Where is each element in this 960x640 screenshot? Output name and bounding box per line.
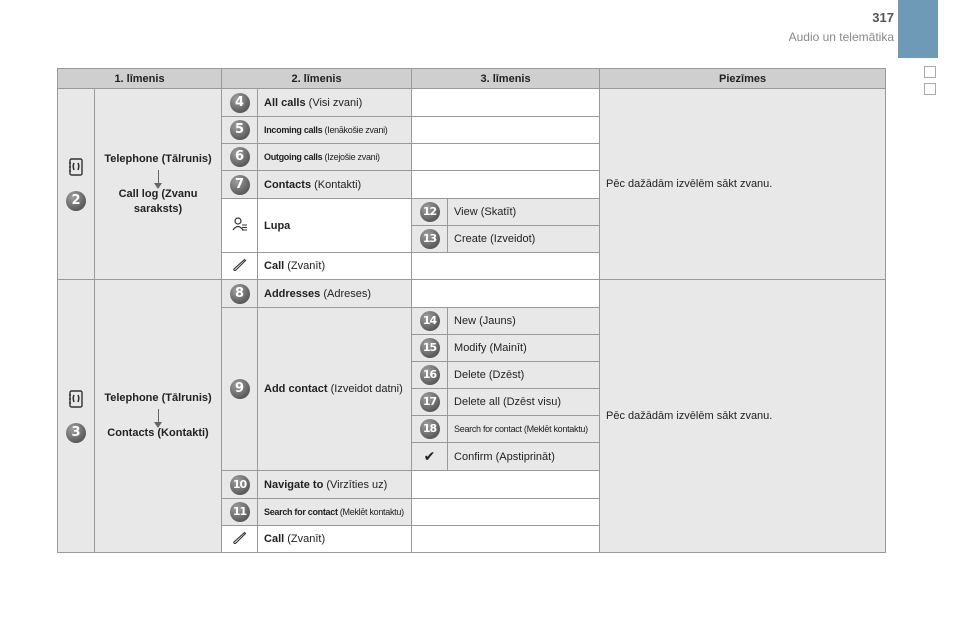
handset-icon: [233, 258, 247, 272]
level2-label-translation: (Ienākošie zvani): [322, 125, 388, 135]
arrow-down-icon: [158, 409, 159, 423]
level3-cell: Create (Izveidot): [448, 226, 600, 253]
block-a-note: Pēc dažādām izvēlēm sākt zvanu.: [600, 89, 886, 280]
level2-cell: [258, 117, 412, 144]
level1-label: Telephone (Tālrunis): [104, 392, 212, 404]
level2-label-translation: (Virzīties uz): [323, 478, 388, 491]
icon-cell: [222, 253, 258, 280]
header-level-3: 3. līmenis: [412, 69, 600, 89]
level2-cell: [258, 199, 412, 253]
step-badge: 4: [230, 93, 250, 113]
badge-cell: [412, 416, 448, 443]
level2-label: Incoming calls: [264, 125, 323, 135]
badge-cell: [222, 89, 258, 117]
empty-cell: [412, 171, 600, 199]
level2-label: Call: [264, 533, 285, 545]
badge-cell: [412, 199, 448, 226]
level2-label: Search for contact: [264, 507, 338, 517]
badge-cell: [412, 226, 448, 253]
badge-cell: [412, 362, 448, 389]
badge-cell: [222, 280, 258, 308]
step-badge: 11: [230, 502, 250, 522]
step-badge: 10: [230, 475, 250, 495]
level2-label: Call: [264, 260, 285, 272]
block-b-level1: [95, 280, 222, 553]
level2-label-translation: (Meklēt kontaktu): [337, 507, 404, 517]
badge-cell: [412, 389, 448, 416]
level2-cell: [258, 171, 412, 199]
level2-label-translation: (Visi zvani): [305, 96, 363, 109]
level2-cell: [258, 471, 412, 499]
step-badge: 13: [420, 229, 440, 249]
step-badge: 7: [230, 175, 250, 195]
table-row: [58, 89, 886, 117]
block-a-level1: [95, 89, 222, 280]
header-level-1: 1. līmenis: [58, 69, 222, 89]
badge-cell: [222, 308, 258, 471]
badge-cell: [412, 308, 448, 335]
table-header-row: [58, 69, 886, 89]
level2-cell: [258, 499, 412, 526]
arrow-down-icon: [158, 170, 159, 184]
table-row: [58, 280, 886, 308]
level3-cell: View (Skatīt): [448, 199, 600, 226]
empty-cell: [412, 471, 600, 499]
empty-cell: [412, 280, 600, 308]
icon-cell: [412, 443, 448, 471]
level3-cell: Modify (Mainīt): [448, 335, 600, 362]
empty-cell: [412, 144, 600, 171]
phone-book-icon: [67, 389, 85, 409]
step-badge: 18: [420, 419, 440, 439]
level2-label-translation: (Izejošie zvani): [322, 152, 380, 162]
icon-cell: [222, 526, 258, 553]
header-notes: Piezīmes: [600, 69, 886, 89]
badge-cell: [222, 117, 258, 144]
level2-label: Lupa: [264, 219, 291, 232]
level2-cell: [258, 144, 412, 171]
step-badge: 2: [66, 191, 86, 211]
level1-label: Contacts (Kontakti): [107, 427, 209, 439]
phone-book-icon: [67, 157, 85, 177]
badge-cell: [222, 499, 258, 526]
level2-cell: [258, 308, 412, 471]
page-marker-square: [924, 66, 936, 78]
block-b-icons: [58, 280, 95, 553]
menu-table: [57, 68, 886, 553]
level2-label: Contacts: [264, 178, 312, 191]
page-number: 317: [872, 10, 894, 25]
check-icon: ✔: [423, 448, 436, 465]
header-level-2: 2. līmenis: [222, 69, 412, 89]
step-badge: 6: [230, 147, 250, 167]
handset-icon: [233, 531, 247, 545]
level1-label: Call log (Zvanu saraksts): [118, 187, 198, 215]
level2-cell: [258, 526, 412, 553]
level1-label: Telephone (Tālrunis): [104, 152, 212, 165]
step-badge: 5: [230, 120, 250, 140]
badge-cell: [412, 335, 448, 362]
empty-cell: [412, 117, 600, 144]
level2-label-translation: (Zvanīt): [284, 533, 326, 545]
step-badge: 14: [420, 311, 440, 331]
step-badge: 3: [66, 423, 86, 443]
badge-cell: [222, 171, 258, 199]
level2-label-translation: (Izveidot datni): [327, 383, 403, 395]
chapter-tab: [898, 0, 938, 58]
section-title: Audio un telemātika: [788, 30, 894, 44]
level2-label: Addresses: [264, 287, 321, 300]
level3-cell: New (Jauns): [448, 308, 600, 335]
level3-cell: Delete (Dzēst): [448, 362, 600, 389]
level2-label: All calls: [264, 96, 306, 109]
level2-label-translation: (Kontakti): [311, 178, 362, 191]
step-badge: 9: [230, 379, 250, 399]
level2-label: Navigate to: [264, 478, 324, 491]
level2-label-translation: (Adreses): [320, 287, 372, 300]
level3-cell: Confirm (Apstiprināt): [448, 443, 600, 471]
block-a-icons: [58, 89, 95, 280]
contact-search-icon: [232, 216, 248, 232]
empty-cell: [412, 253, 600, 280]
empty-cell: [412, 89, 600, 117]
level2-cell: [258, 89, 412, 117]
step-badge: 16: [420, 365, 440, 385]
step-badge: 12: [420, 202, 440, 222]
step-badge: 8: [230, 284, 250, 304]
badge-cell: [222, 471, 258, 499]
step-badge: 15: [420, 338, 440, 358]
level2-label: Add contact: [264, 383, 328, 395]
level3-cell: Search for contact (Meklēt kontaktu): [448, 416, 600, 443]
step-badge: 17: [420, 392, 440, 412]
level2-cell: [258, 280, 412, 308]
empty-cell: [412, 526, 600, 553]
icon-cell: [222, 199, 258, 253]
empty-cell: [412, 499, 600, 526]
page-marker-square: [924, 83, 936, 95]
block-b-note: Pēc dažādām izvēlēm sākt zvanu.: [600, 280, 886, 553]
level2-label-translation: (Zvanīt): [284, 260, 326, 272]
badge-cell: [222, 144, 258, 171]
level3-cell: Delete all (Dzēst visu): [448, 389, 600, 416]
level2-label: Outgoing calls: [264, 152, 323, 162]
level2-cell: [258, 253, 412, 280]
